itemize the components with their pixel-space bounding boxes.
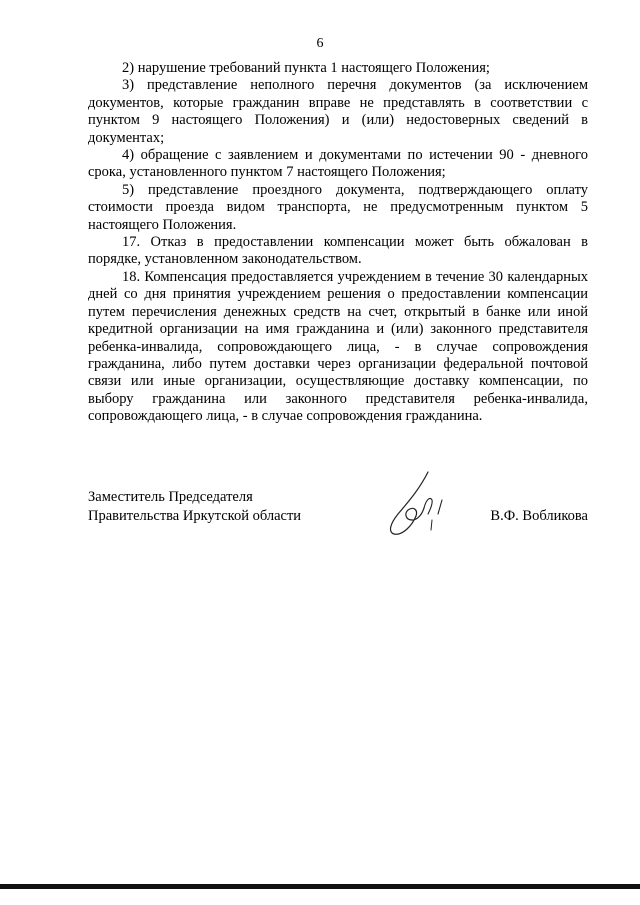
signatory-title <box>88 488 301 526</box>
signature-block <box>88 488 588 548</box>
paragraph-clause-17: 17. Отказ в предоставлении компенсации может быть обжалован в порядке, установленном законодательством. <box>88 234 588 268</box>
paragraph-item-2: 2) нарушение требований пункта 1 настоящего Положения; <box>122 60 490 76</box>
paragraph-item-5: 5) представление проездного документа, подтверждающего оплату стоимости проезда видом транспорта, не предусмотренным пунктом 5 настоящего Положения. <box>88 181 588 233</box>
paragraph-item-4: 4) обращение с заявлением и документами по истечении 90 - дневного срока, установленного пунктом 7 настоящего Положения; <box>88 147 588 181</box>
signatory-title-line1: Заместитель Председателя <box>88 489 253 505</box>
paragraph-clause-18: 18. Компенсация предоставляется учреждением в течение 30 календарных дней со дня принятия учреждением решения о предоставлении компенсации путем перечисления денежных средств на счет, открытый в банке или иной кредитной организации на имя гражданина и (или) законного представителя ребенка-инвалида, сопровождающего лица, - в случае сопровождения гражданина, либо путем доставки через организации федеральной почтовой связи или иные организации, осуществляющие доставку компенсации, по выбору гражданина или законного представителя ребенка-инвалида, сопровождающего лица, - в случае сопровождения гражданина. <box>88 268 588 425</box>
paragraph-item-3: 3) представление неполного перечня документов (за исключением документов, которые гражданин вправе не представлять в соответствии с пунктом 9 настоящего Положения) и (или) недостоверных сведений в документах; <box>88 77 588 146</box>
page-bottom-border <box>0 884 640 889</box>
page-number: 6 <box>316 36 324 51</box>
handwritten-signature <box>380 470 460 540</box>
signatory-title-line2: Правительства Иркутской области <box>88 508 302 524</box>
signatory-name: В.Ф. Вобликова <box>490 508 588 524</box>
document-body <box>88 60 588 426</box>
